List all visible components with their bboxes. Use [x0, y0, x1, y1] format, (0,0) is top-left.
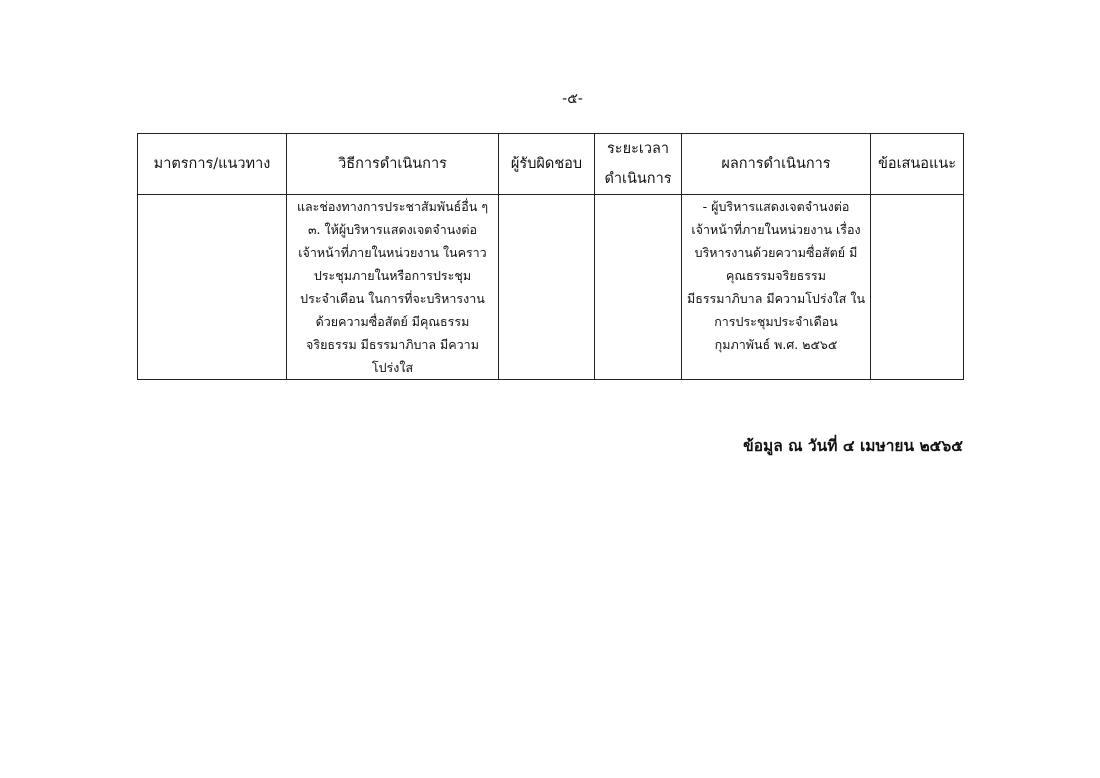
method-line: ๓. ให้ผู้บริหารแสดงเจตจำนงต่อ	[307, 222, 478, 237]
header-measure: มาตรการ/แนวทาง	[138, 134, 287, 195]
result-line: มีธรรมาภิบาล มีความโปร่งใส ใน	[686, 291, 866, 306]
header-duration-line1: ระยะเวลา	[607, 141, 669, 157]
cell-measure	[138, 195, 287, 380]
result-line: เจ้าหน้าที่ภายในหน่วยงาน เรื่อง	[691, 222, 861, 237]
table-header-row	[138, 134, 964, 195]
result-line: การประชุมประจำเดือน	[714, 314, 838, 329]
page-number: -๕-	[562, 91, 583, 107]
method-line: และช่องทางการประชาสัมพันธ์อื่น ๆ	[296, 199, 489, 214]
cell-responsible	[499, 195, 595, 380]
method-line: จริยธรรม มีธรรมาภิบาล มีความ	[306, 337, 479, 352]
header-suggestion: ข้อเสนอแนะ	[871, 134, 964, 195]
method-line: ประชุมภายในหรือการประชุม	[313, 268, 472, 283]
result-line: กุมภาพันธ์ พ.ศ. ๒๕๖๕	[714, 337, 838, 352]
header-duration	[595, 134, 682, 195]
header-duration-line2: ดำเนินการ	[604, 171, 672, 187]
method-line: โปร่งใส	[371, 360, 414, 375]
measures-table	[137, 133, 964, 380]
result-line: คุณธรรมจริยธรรม	[726, 268, 826, 283]
method-line: ประจำเดือน ในการที่จะบริหารงาน	[300, 291, 485, 306]
method-line: ด้วยความซื่อสัตย์ มีคุณธรรม	[315, 314, 470, 329]
header-responsible: ผู้รับผิดชอบ	[499, 134, 595, 195]
data-as-of-note: ข้อมูล ณ วันที่ ๔ เมษายน ๒๕๖๕	[743, 437, 963, 455]
header-result: ผลการดำเนินการ	[682, 134, 871, 195]
table-row	[138, 195, 964, 380]
result-line: - ผู้บริหารแสดงเจตจำนงต่อ	[702, 199, 850, 214]
cell-suggestion	[871, 195, 964, 380]
cell-duration	[595, 195, 682, 380]
method-line: เจ้าหน้าที่ภายในหน่วยงาน ในคราว	[298, 245, 487, 260]
result-line: บริหารงานด้วยความซื่อสัตย์ มี	[694, 245, 858, 260]
cell-method	[287, 195, 499, 380]
cell-result	[682, 195, 871, 380]
header-method: วิธีการดำเนินการ	[287, 134, 499, 195]
